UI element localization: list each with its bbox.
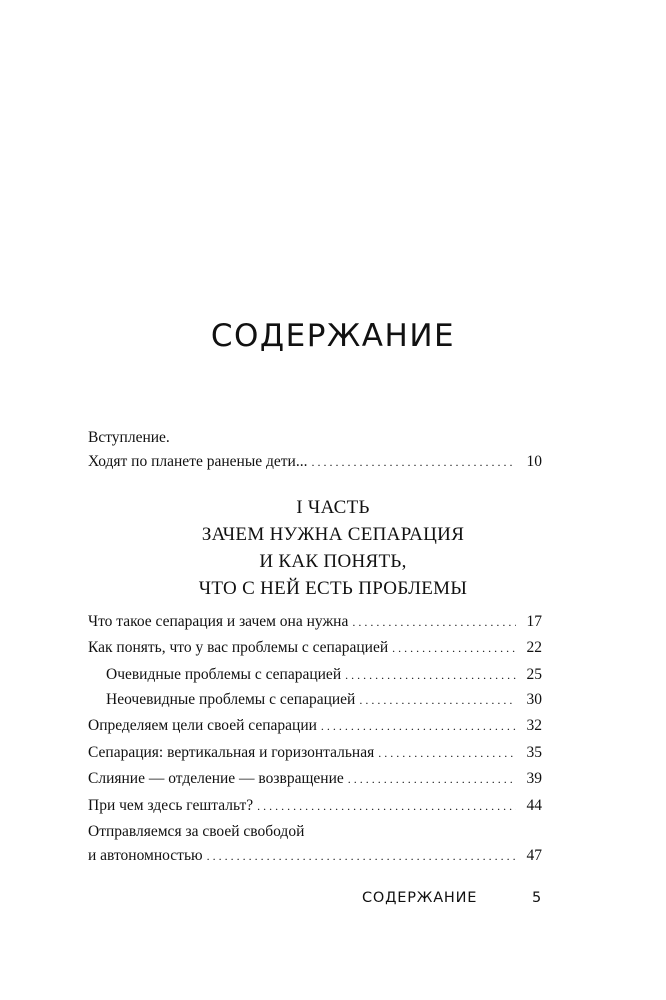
toc-entry[interactable] bbox=[88, 714, 542, 738]
toc-entry-label: Слияние — отделение — возвращение bbox=[88, 770, 344, 787]
toc-entry[interactable] bbox=[88, 767, 542, 791]
part-heading-line: ЗАЧЕМ НУЖНА СЕПАРАЦИЯ bbox=[201, 524, 465, 545]
part-heading-line: I ЧАСТЬ bbox=[296, 497, 370, 518]
toc-page-number: 32 bbox=[526, 717, 542, 734]
leader-dots bbox=[311, 450, 516, 474]
leader-dots bbox=[321, 714, 516, 738]
toc-entry[interactable] bbox=[88, 610, 542, 634]
toc-entry[interactable] bbox=[88, 820, 542, 868]
toc-entry-label: Отправляемся за своей свободой bbox=[88, 823, 305, 840]
toc-page-number: 47 bbox=[526, 847, 542, 864]
toc-page-number: 17 bbox=[526, 613, 542, 630]
leader-dots bbox=[378, 741, 516, 765]
part-heading bbox=[0, 494, 666, 602]
toc-entry-label: Определяем цели своей сепарации bbox=[88, 717, 317, 734]
leader-dots bbox=[348, 767, 516, 791]
toc-subentry[interactable] bbox=[106, 688, 542, 712]
leader-dots bbox=[392, 636, 516, 660]
toc-entry[interactable] bbox=[88, 636, 542, 660]
toc-entry-label: Сепарация: вертикальная и горизонтальная bbox=[88, 744, 375, 761]
page-title: СОДЕРЖАНИЕ bbox=[210, 318, 456, 354]
part-heading-line: И КАК ПОНЯТЬ, bbox=[259, 551, 407, 572]
toc-page-number: 22 bbox=[526, 639, 542, 656]
toc-page-number: 25 bbox=[526, 666, 542, 683]
toc-page-number: 30 bbox=[526, 691, 542, 708]
toc-page-number: 44 bbox=[526, 797, 542, 814]
leader-dots bbox=[359, 688, 516, 712]
toc-page-number: 10 bbox=[526, 453, 542, 470]
toc-entry-label: Вступление. bbox=[88, 429, 170, 446]
toc-entry-label: Неочевидные проблемы с сепарацией bbox=[106, 691, 356, 708]
toc-entry-intro[interactable] bbox=[88, 426, 542, 474]
folio-page-number: 5 bbox=[532, 890, 543, 906]
toc-entry[interactable] bbox=[88, 741, 542, 765]
toc-entry-label: Что такое сепарация и зачем она нужна bbox=[88, 613, 349, 630]
toc-entry-label: и автономностью bbox=[88, 847, 203, 864]
toc-subentry[interactable] bbox=[106, 663, 542, 687]
running-footer-title: СОДЕРЖАНИЕ bbox=[362, 890, 478, 906]
leader-dots bbox=[352, 610, 516, 634]
toc-entry-label: При чем здесь гештальт? bbox=[88, 797, 254, 814]
toc-entry[interactable] bbox=[88, 794, 542, 818]
leader-dots bbox=[207, 844, 516, 868]
part-heading-line: ЧТО С НЕЙ ЕСТЬ ПРОБЛЕМЫ bbox=[198, 578, 468, 599]
toc-page-number: 39 bbox=[526, 770, 542, 787]
toc-entry-label: Как понять, что у вас проблемы с сепарацией bbox=[88, 639, 389, 656]
leader-dots bbox=[257, 794, 516, 818]
toc-entry-label: Ходят по планете раненые дети... bbox=[88, 453, 308, 470]
toc-page-number: 35 bbox=[526, 744, 542, 761]
toc-entry-label: Очевидные проблемы с сепарацией bbox=[106, 666, 342, 683]
leader-dots bbox=[345, 663, 516, 687]
